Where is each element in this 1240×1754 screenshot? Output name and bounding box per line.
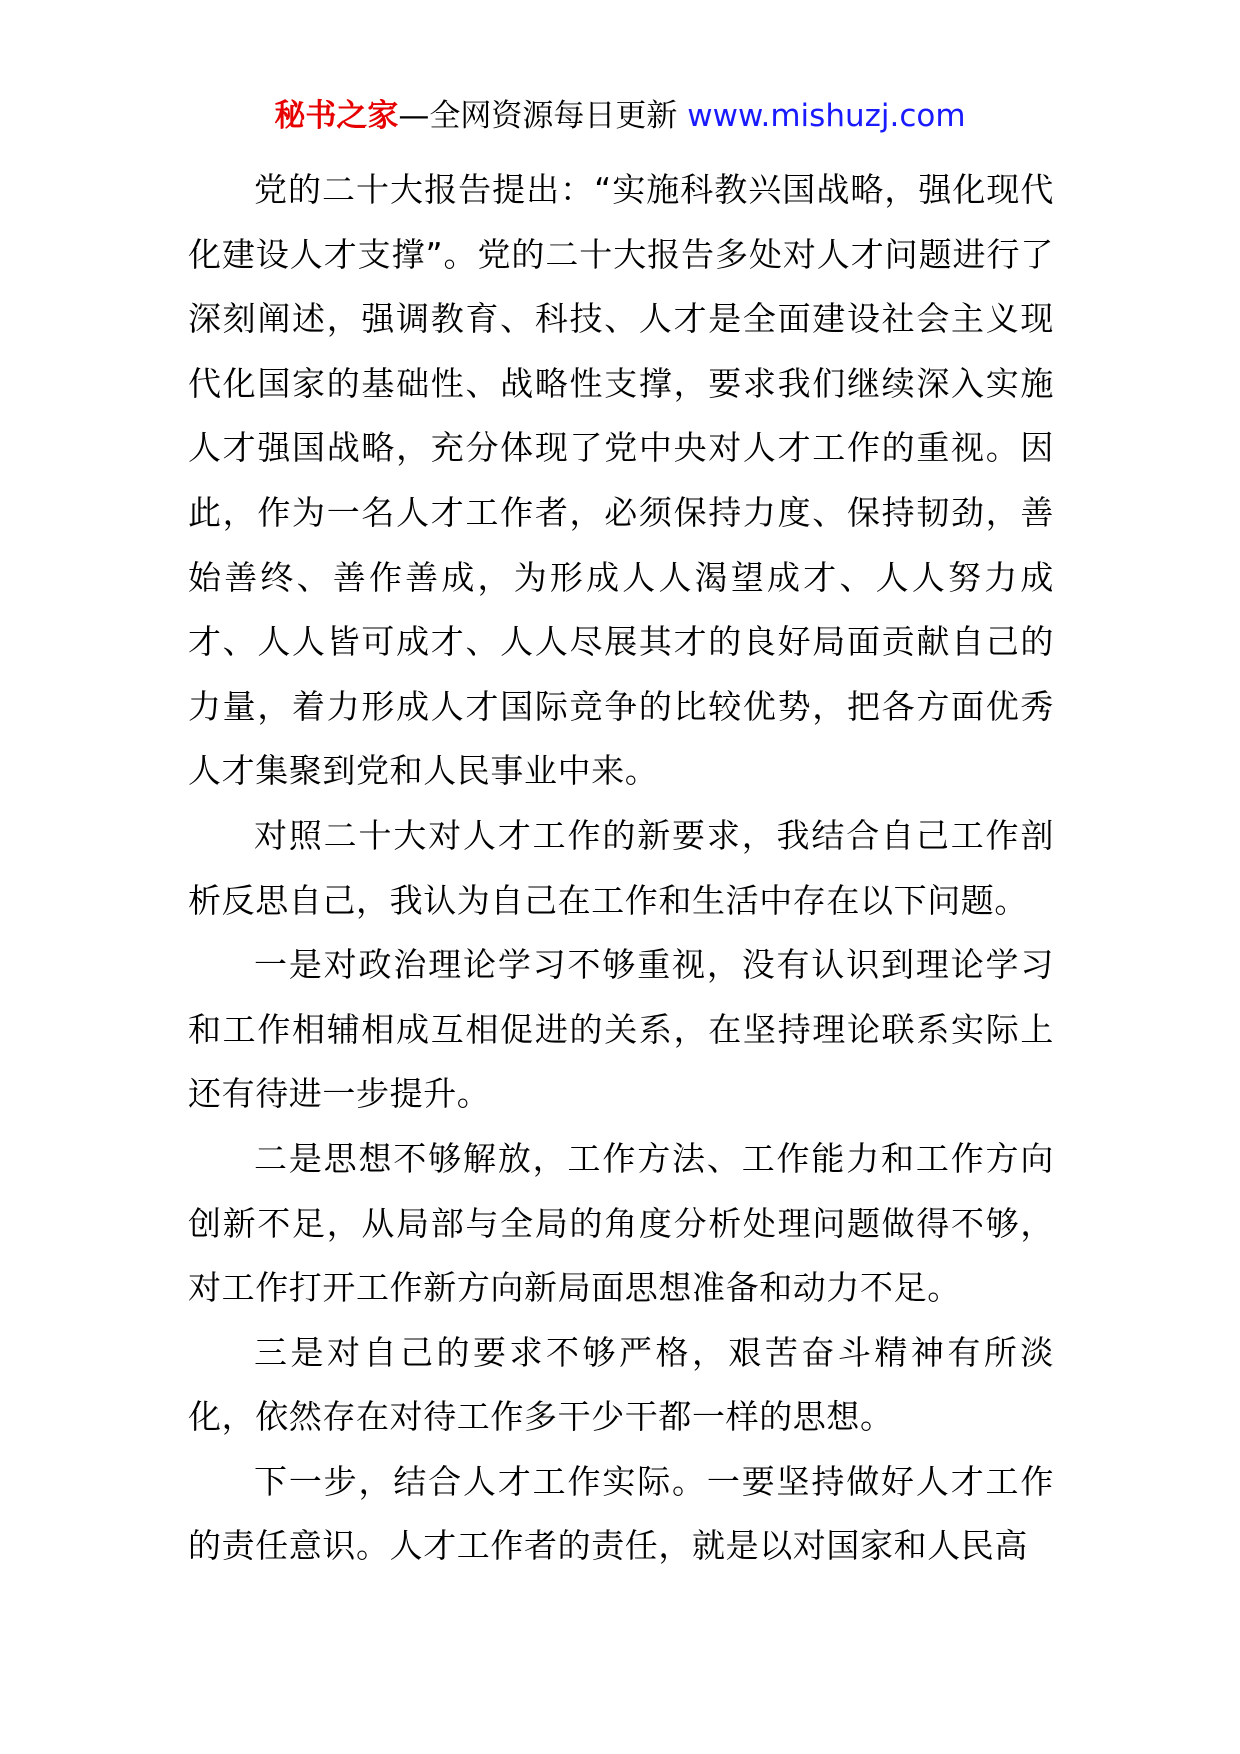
paragraph-problem-3: 三是对自己的要求不够严格，艰苦奋斗精神有所淡化，依然存在对待工作多干少干都一样的思想。 — [188, 1332, 1054, 1437]
paragraph-next-steps: 下一步，结合人才工作实际。一要坚持做好人才工作的责任意识。人才工作者的责任，就是以对国家和人民高 — [188, 1461, 1054, 1566]
paragraph-intro: 党的二十大报告提出：“实施科教兴国战略，强化现代化建设人才支撑”。党的二十大报告多处对人才问题进行了深刻阐述，强调教育、科技、人才是全面建设社会主义现代化国家的基础性、战略性支撑，要求我们继续深入实施人才强国战略，充分体现了党中央对人才工作的重视。因此，作为一名人才工作者，必须保持力度、保持韧劲，善始善终、善作善成，为形成人人渴望成才、人人努力成才、人人皆可成才、人人尽展其才的良好局面贡献自己的力量，着力形成人才国际竞争的比较优势，把各方面优秀人才集聚到党和人民事业中来。 — [188, 170, 1054, 791]
site-brand: 秘书之家 — [274, 98, 399, 134]
paragraph-problem-2: 二是思想不够解放，工作方法、工作能力和工作方向创新不足，从局部与全局的角度分析处理问题做得不够，对工作打开工作新方向新局面思想准备和动力不足。 — [188, 1138, 1054, 1308]
paragraph-reflection: 对照二十大对人才工作的新要求，我结合自己工作剖析反思自己，我认为自己在工作和生活中存在以下问题。 — [188, 815, 1054, 920]
site-url-link[interactable]: www.mishuzj.com — [687, 98, 966, 134]
site-header — [0, 96, 1240, 136]
paragraph-problem-1: 一是对政治理论学习不够重视，没有认识到理论学习和工作相辅相成互相促进的关系，在坚持理论联系实际上还有待进一步提升。 — [188, 945, 1054, 1114]
document-body — [188, 158, 1054, 1579]
site-tagline: —全网资源每日更新 — [398, 98, 688, 134]
